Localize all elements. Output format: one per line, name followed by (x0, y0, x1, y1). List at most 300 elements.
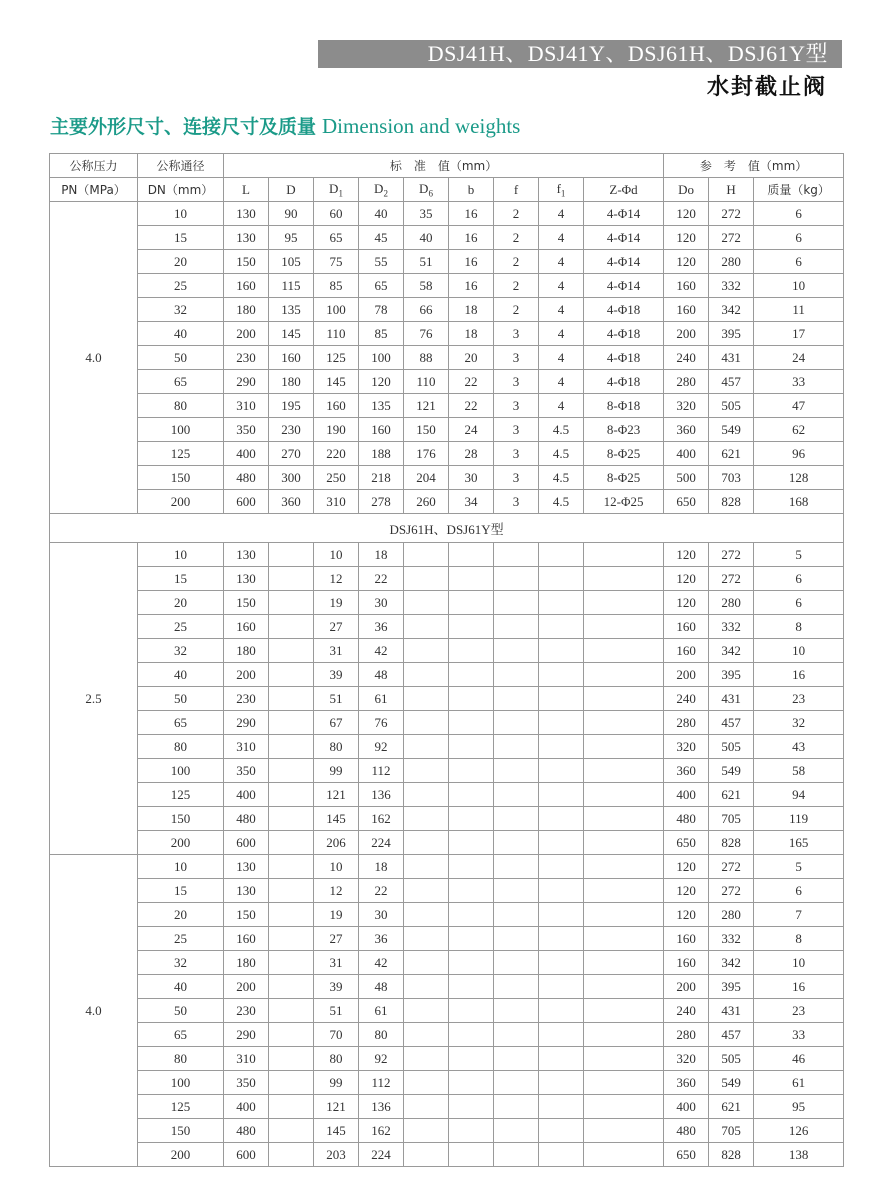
section-title-zh: 主要外形尺寸、连接尺寸及质量 (50, 116, 317, 138)
table-cell: 480 (224, 807, 269, 831)
table-cell: 160 (224, 274, 269, 298)
table-cell: 400 (224, 442, 269, 466)
table-cell (584, 735, 664, 759)
table-cell (539, 1119, 584, 1143)
table-cell (449, 663, 494, 687)
table-cell: 2 (494, 250, 539, 274)
table-cell (584, 759, 664, 783)
table-cell: 3 (494, 322, 539, 346)
table-cell: 6 (754, 250, 844, 274)
table-cell: 332 (709, 274, 754, 298)
table-cell: 125 (138, 1095, 224, 1119)
table-cell: 75 (314, 250, 359, 274)
table-cell: 230 (269, 418, 314, 442)
table-cell: 8 (754, 615, 844, 639)
table-cell: 4 (539, 226, 584, 250)
table-row (50, 807, 844, 831)
table-row (50, 322, 844, 346)
table-cell: 4-Φ14 (584, 226, 664, 250)
table-cell: 145 (269, 322, 314, 346)
table-cell: 80 (359, 1023, 404, 1047)
model-title-bar (318, 40, 842, 68)
table-cell (539, 759, 584, 783)
table-cell (584, 951, 664, 975)
table-cell: 320 (664, 394, 709, 418)
table-cell (539, 687, 584, 711)
table-cell (404, 975, 449, 999)
table-cell: 230 (224, 999, 269, 1023)
table-cell: 650 (664, 1143, 709, 1167)
table-cell: 332 (709, 615, 754, 639)
column-header: L (224, 178, 269, 202)
table-row (50, 711, 844, 735)
table-cell: 128 (754, 466, 844, 490)
table-cell: 39 (314, 663, 359, 687)
table-cell: 150 (224, 903, 269, 927)
table-cell (404, 927, 449, 951)
table-cell: 150 (138, 807, 224, 831)
table-cell: 240 (664, 999, 709, 1023)
table-cell: 4.5 (539, 466, 584, 490)
table-cell (494, 759, 539, 783)
table-cell: 600 (224, 831, 269, 855)
table-cell (404, 879, 449, 903)
table-cell: 16 (449, 250, 494, 274)
table-cell: 549 (709, 418, 754, 442)
table-cell: 180 (224, 951, 269, 975)
table-cell: 32 (138, 951, 224, 975)
column-header: Z-Φd (584, 178, 664, 202)
table-cell: 505 (709, 1047, 754, 1071)
table-cell (404, 1095, 449, 1119)
table-row (50, 346, 844, 370)
table-cell: 4.5 (539, 490, 584, 514)
reference-values-group: 参 考 值（mm） (664, 154, 844, 178)
table-cell: 2 (494, 202, 539, 226)
table-cell: 10 (314, 543, 359, 567)
table-cell: 360 (664, 759, 709, 783)
table-cell: 39 (314, 975, 359, 999)
table-cell: 272 (709, 202, 754, 226)
column-header: $D_6$ (404, 178, 449, 202)
table-cell: 162 (359, 807, 404, 831)
table-cell: 3 (494, 466, 539, 490)
table-cell: 224 (359, 1143, 404, 1167)
table-cell: 150 (404, 418, 449, 442)
table-cell (404, 591, 449, 615)
table-cell: 4-Φ14 (584, 250, 664, 274)
table-cell: 66 (404, 298, 449, 322)
table-cell (539, 711, 584, 735)
column-header: $f_1$ (539, 178, 584, 202)
table-cell (449, 735, 494, 759)
table-cell: 200 (224, 322, 269, 346)
table-cell: 270 (269, 442, 314, 466)
table-cell: 3 (494, 370, 539, 394)
standard-values-group: 标 准 值（mm） (224, 154, 664, 178)
table-row (50, 1071, 844, 1095)
table-row (50, 1095, 844, 1119)
table-cell: 100 (314, 298, 359, 322)
table-cell: 58 (404, 274, 449, 298)
table-cell: 650 (664, 490, 709, 514)
table-cell: 22 (359, 879, 404, 903)
table-cell (269, 975, 314, 999)
table-cell (404, 615, 449, 639)
table-cell: 160 (224, 615, 269, 639)
table-cell (584, 543, 664, 567)
table-cell: 457 (709, 1023, 754, 1047)
table-cell: 400 (224, 1095, 269, 1119)
table-cell: 320 (664, 1047, 709, 1071)
table-cell: 120 (664, 250, 709, 274)
table-cell: 16 (449, 274, 494, 298)
table-cell: 50 (138, 346, 224, 370)
table-cell: 6 (754, 591, 844, 615)
table-cell: 200 (664, 663, 709, 687)
table-cell (404, 567, 449, 591)
table-cell (269, 903, 314, 927)
model-divider-row (50, 514, 844, 543)
table-cell (404, 855, 449, 879)
table-cell: 360 (664, 1071, 709, 1095)
table-cell: 40 (138, 663, 224, 687)
table-cell: 90 (269, 202, 314, 226)
table-cell (494, 591, 539, 615)
table-cell: 112 (359, 1071, 404, 1095)
table-cell: 36 (359, 615, 404, 639)
table-row (50, 831, 844, 855)
table-cell: 55 (359, 250, 404, 274)
table-cell: 6 (754, 879, 844, 903)
table-cell (449, 831, 494, 855)
table-cell (494, 663, 539, 687)
table-cell: 12-Φ25 (584, 490, 664, 514)
table-cell: 230 (224, 687, 269, 711)
table-cell: 350 (224, 1071, 269, 1095)
table-cell: 200 (224, 975, 269, 999)
table-cell (494, 855, 539, 879)
table-cell (584, 591, 664, 615)
table-cell: 65 (314, 226, 359, 250)
table-row (50, 1143, 844, 1167)
table-cell: 828 (709, 490, 754, 514)
table-cell: 828 (709, 831, 754, 855)
table-cell: 125 (314, 346, 359, 370)
table-cell: 457 (709, 711, 754, 735)
table-cell: 48 (359, 975, 404, 999)
table-cell: 230 (224, 346, 269, 370)
table-cell (404, 999, 449, 1023)
table-cell: 200 (138, 1143, 224, 1167)
table-cell (494, 615, 539, 639)
table-cell: 121 (314, 783, 359, 807)
column-header: $D_2$ (359, 178, 404, 202)
table-cell (494, 1071, 539, 1095)
table-cell: 45 (359, 226, 404, 250)
pn-unit: PN（MPa） (50, 178, 138, 202)
table-cell: 4 (539, 298, 584, 322)
table-cell: 80 (138, 1047, 224, 1071)
table-row (50, 615, 844, 639)
table-cell: 121 (404, 394, 449, 418)
table-cell: 46 (754, 1047, 844, 1071)
table-row (50, 442, 844, 466)
table-cell: 126 (754, 1119, 844, 1143)
table-cell: 120 (664, 591, 709, 615)
table-cell: 20 (138, 903, 224, 927)
table-cell: 290 (224, 1023, 269, 1047)
table-cell: 3 (494, 394, 539, 418)
table-cell (539, 567, 584, 591)
table-cell: 190 (314, 418, 359, 442)
table-cell: 310 (224, 394, 269, 418)
model-divider-label: DSJ61H、DSJ61Y型 (50, 514, 844, 543)
table-cell: 30 (359, 591, 404, 615)
table-cell: 10 (138, 202, 224, 226)
table-cell: 200 (138, 490, 224, 514)
table-cell: 58 (754, 759, 844, 783)
table-cell: 28 (449, 442, 494, 466)
table-cell: 272 (709, 543, 754, 567)
table-cell (584, 687, 664, 711)
table-cell: 500 (664, 466, 709, 490)
table-cell: 40 (359, 202, 404, 226)
table-cell: 22 (449, 370, 494, 394)
section-heading (50, 112, 520, 139)
table-row (50, 663, 844, 687)
table-cell: 176 (404, 442, 449, 466)
table-cell: 12 (314, 879, 359, 903)
table-cell: 332 (709, 927, 754, 951)
table-cell: 42 (359, 951, 404, 975)
table-cell: 5 (754, 855, 844, 879)
table-cell (584, 615, 664, 639)
table-cell: 703 (709, 466, 754, 490)
table-cell (449, 951, 494, 975)
table-cell: 204 (404, 466, 449, 490)
table-cell: 43 (754, 735, 844, 759)
table-cell: 3 (494, 418, 539, 442)
table-cell: 6 (754, 567, 844, 591)
table-cell: 218 (359, 466, 404, 490)
table-row (50, 759, 844, 783)
table-cell: 30 (449, 466, 494, 490)
table-cell (269, 543, 314, 567)
model-title: DSJ41H、DSJ41Y、DSJ61H、DSJ61Y型 (427, 41, 828, 66)
table-cell: 4-Φ18 (584, 298, 664, 322)
table-cell: 135 (359, 394, 404, 418)
table-row (50, 250, 844, 274)
table-cell (269, 1071, 314, 1095)
table-cell: 32 (138, 639, 224, 663)
table-cell: 200 (664, 975, 709, 999)
table-cell: 25 (138, 615, 224, 639)
table-cell: 125 (138, 442, 224, 466)
table-cell: 160 (664, 274, 709, 298)
header-row-2 (50, 178, 844, 202)
table-row (50, 298, 844, 322)
table-cell (449, 783, 494, 807)
table-cell (449, 591, 494, 615)
table-cell: 145 (314, 370, 359, 394)
table-cell: 160 (664, 298, 709, 322)
table-cell: 200 (224, 663, 269, 687)
table-cell (494, 1095, 539, 1119)
table-cell: 65 (138, 1023, 224, 1047)
table-cell: 12 (314, 567, 359, 591)
table-cell: 4-Φ14 (584, 202, 664, 226)
table-cell (494, 879, 539, 903)
table-cell: 8-Φ25 (584, 442, 664, 466)
table-cell: 120 (664, 903, 709, 927)
pn-value: 4.0 (50, 202, 138, 514)
table-cell: 85 (314, 274, 359, 298)
table-cell (539, 807, 584, 831)
table-cell (269, 639, 314, 663)
table-cell: 431 (709, 999, 754, 1023)
table-cell: 206 (314, 831, 359, 855)
table-cell: 160 (664, 639, 709, 663)
table-cell (449, 1119, 494, 1143)
table-cell: 32 (138, 298, 224, 322)
table-cell (404, 663, 449, 687)
table-cell (404, 735, 449, 759)
table-cell: 92 (359, 735, 404, 759)
table-cell (269, 879, 314, 903)
table-cell (269, 927, 314, 951)
table-cell: 280 (709, 903, 754, 927)
table-cell: 20 (449, 346, 494, 370)
table-cell: 10 (138, 855, 224, 879)
table-cell: 705 (709, 807, 754, 831)
table-cell: 23 (754, 999, 844, 1023)
table-cell: 17 (754, 322, 844, 346)
table-cell: 16 (449, 202, 494, 226)
table-cell (584, 1071, 664, 1095)
table-cell (539, 1071, 584, 1095)
table-cell: 457 (709, 370, 754, 394)
table-cell (404, 1071, 449, 1095)
table-cell: 11 (754, 298, 844, 322)
column-header: Do (664, 178, 709, 202)
table-cell: 310 (224, 735, 269, 759)
table-cell: 33 (754, 370, 844, 394)
table-row (50, 591, 844, 615)
table-cell: 120 (664, 543, 709, 567)
table-cell (404, 1023, 449, 1047)
table-cell: 180 (269, 370, 314, 394)
table-cell (584, 663, 664, 687)
table-cell: 342 (709, 639, 754, 663)
table-cell: 94 (754, 783, 844, 807)
table-cell: 145 (314, 1119, 359, 1143)
table-cell: 18 (449, 322, 494, 346)
table-cell (269, 807, 314, 831)
table-cell: 10 (754, 639, 844, 663)
table-row (50, 855, 844, 879)
table-cell: 4 (539, 346, 584, 370)
table-cell: 203 (314, 1143, 359, 1167)
table-cell (494, 999, 539, 1023)
table-cell: 125 (138, 783, 224, 807)
column-header: $D_1$ (314, 178, 359, 202)
header-row-1 (50, 154, 844, 178)
table-row (50, 879, 844, 903)
table-cell: 51 (314, 999, 359, 1023)
table-cell (539, 615, 584, 639)
table-cell: 621 (709, 783, 754, 807)
table-cell: 18 (359, 855, 404, 879)
table-cell (404, 711, 449, 735)
table-cell: 280 (709, 591, 754, 615)
table-cell (584, 639, 664, 663)
table-cell (269, 951, 314, 975)
table-cell: 342 (709, 951, 754, 975)
table-cell: 96 (754, 442, 844, 466)
table-cell (449, 927, 494, 951)
table-cell: 4-Φ18 (584, 370, 664, 394)
table-row (50, 951, 844, 975)
table-cell: 395 (709, 975, 754, 999)
table-row (50, 735, 844, 759)
table-cell (269, 591, 314, 615)
table-cell (494, 903, 539, 927)
table-cell: 3 (494, 442, 539, 466)
table-cell (584, 831, 664, 855)
table-cell: 188 (359, 442, 404, 466)
table-cell (269, 663, 314, 687)
table-cell (494, 1023, 539, 1047)
table-cell: 480 (224, 1119, 269, 1143)
table-cell (449, 711, 494, 735)
table-cell: 400 (664, 442, 709, 466)
table-cell: 195 (269, 394, 314, 418)
table-cell (584, 879, 664, 903)
table-cell: 62 (754, 418, 844, 442)
table-cell: 621 (709, 442, 754, 466)
table-cell: 280 (664, 1023, 709, 1047)
table-cell: 35 (404, 202, 449, 226)
table-cell: 120 (664, 567, 709, 591)
table-cell: 65 (138, 711, 224, 735)
table-cell: 150 (224, 591, 269, 615)
table-cell: 80 (138, 735, 224, 759)
table-cell (449, 903, 494, 927)
table-cell: 31 (314, 639, 359, 663)
table-cell: 136 (359, 783, 404, 807)
table-cell: 180 (224, 639, 269, 663)
table-cell: 549 (709, 1071, 754, 1095)
table-cell (404, 951, 449, 975)
table-cell: 50 (138, 687, 224, 711)
table-cell: 160 (664, 615, 709, 639)
table-row (50, 927, 844, 951)
table-cell: 40 (138, 975, 224, 999)
table-cell: 120 (664, 202, 709, 226)
table-cell: 280 (664, 711, 709, 735)
table-cell: 130 (224, 202, 269, 226)
table-cell (494, 1119, 539, 1143)
table-cell (269, 1119, 314, 1143)
table-cell (449, 687, 494, 711)
table-cell (584, 783, 664, 807)
table-cell: 105 (269, 250, 314, 274)
table-cell (539, 855, 584, 879)
table-cell (449, 543, 494, 567)
table-cell: 100 (359, 346, 404, 370)
table-cell (449, 879, 494, 903)
